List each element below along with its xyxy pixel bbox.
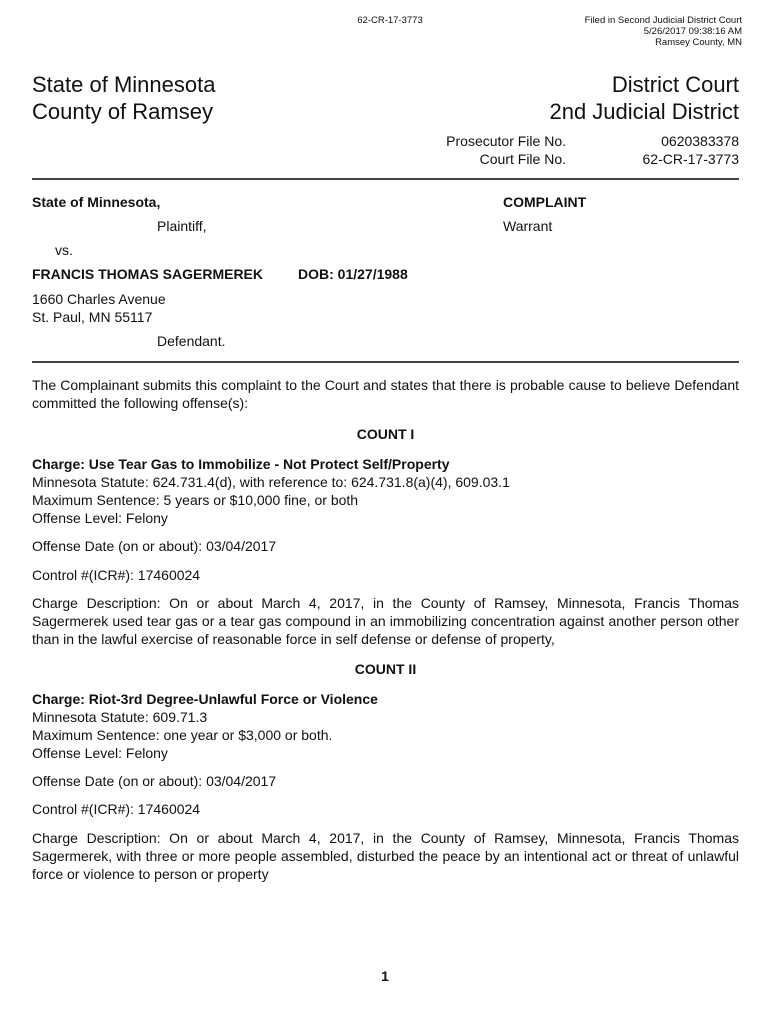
header-case-number: 62-CR-17-3773 [357, 15, 423, 26]
state-title: State of Minnesota [32, 72, 216, 97]
plaintiff-name: State of Minnesota, [32, 194, 161, 210]
count-2-offense-date: Offense Date (on or about): 03/04/2017 [32, 773, 277, 789]
count-2-heading: COUNT II [354, 661, 417, 677]
defendant-dob: DOB: 01/27/1988 [298, 266, 408, 282]
court-title: District Court [611, 72, 739, 97]
caption-left [32, 71, 215, 125]
count-2-description: Charge Description: On or about March 4, 2017, in the County of Ramsey, Minnesota, Francis Thomas Sagermerek, with three or more people assembled, disturbed the peace by an intentional act or threat of unlawful force or violence to person or property [32, 830, 739, 882]
filing-stamp-line2: 5/26/2017 09:38:16 AM [643, 26, 742, 37]
defendant-role: Defendant. [157, 333, 226, 349]
defendant-name: FRANCIS THOMAS SAGERMEREK [32, 266, 264, 282]
plaintiff-role: Plaintiff, [157, 218, 207, 234]
district-title: 2nd Judicial District [549, 99, 739, 124]
county-title: County of Ramsey [32, 99, 213, 124]
count-1-description: Charge Description: On or about March 4, 2017, in the County of Ramsey, Minnesota, Francis Thomas Sagermerek used tear gas or a tear gas compound in an immobilizing concentration against another person other than in the lawful exercise of reasonable force in self defense or defense of property, [32, 595, 739, 647]
intro-paragraph: The Complainant submits this complaint to the Court and states that there is probable cause to believe Defendant committed the following offense(s): [32, 377, 739, 411]
prosecutor-file-value: 0620383378 [661, 133, 739, 149]
defendant-address [32, 290, 166, 326]
file-values [589, 132, 739, 168]
filing-stamp [482, 15, 742, 48]
versus-label: vs. [55, 242, 73, 258]
count-2-statute: Minnesota Statute: 609.71.3 [32, 709, 208, 725]
count-1-statute: Minnesota Statute: 624.731.4(d), with reference to: 624.731.8(a)(4), 609.03.1 [32, 474, 510, 490]
count-1-max-sentence: Maximum Sentence: 5 years or $10,000 fine, or both [32, 492, 359, 508]
count-1-charge: Charge: Use Tear Gas to Immobilize - Not Protect Self/Property [32, 456, 450, 472]
count-2-control: Control #(ICR#): 17460024 [32, 801, 201, 817]
count-1-offense-date: Offense Date (on or about): 03/04/2017 [32, 538, 277, 554]
count-1-offense-level: Offense Level: Felony [32, 510, 168, 526]
count-2-max-sentence: Maximum Sentence: one year or $3,000 or both. [32, 727, 333, 743]
filing-stamp-line3: Ramsey County, MN [655, 37, 742, 48]
court-file-label: Court File No. [479, 151, 566, 167]
court-file-value: 62-CR-17-3773 [642, 151, 739, 167]
count-2-charge: Charge: Riot-3rd Degree-Unlawful Force or Violence [32, 691, 378, 707]
caption-right [549, 71, 739, 125]
count-1-heading: COUNT I [356, 426, 415, 442]
count-1-control: Control #(ICR#): 17460024 [32, 567, 201, 583]
filing-stamp-line1: Filed in Second Judicial District Court [584, 15, 742, 26]
count-2-details [32, 690, 739, 762]
document-subtype: Warrant [503, 218, 553, 234]
page-number: 1 [381, 968, 389, 984]
address-line2: St. Paul, MN 55117 [32, 309, 153, 325]
address-line1: 1660 Charles Avenue [32, 291, 166, 307]
file-labels [360, 132, 566, 168]
count-1-details [32, 455, 739, 527]
document-type: COMPLAINT [503, 194, 587, 210]
prosecutor-file-label: Prosecutor File No. [446, 133, 566, 149]
divider-top [32, 178, 739, 180]
divider-bottom [32, 361, 739, 363]
count-2-offense-level: Offense Level: Felony [32, 745, 168, 761]
